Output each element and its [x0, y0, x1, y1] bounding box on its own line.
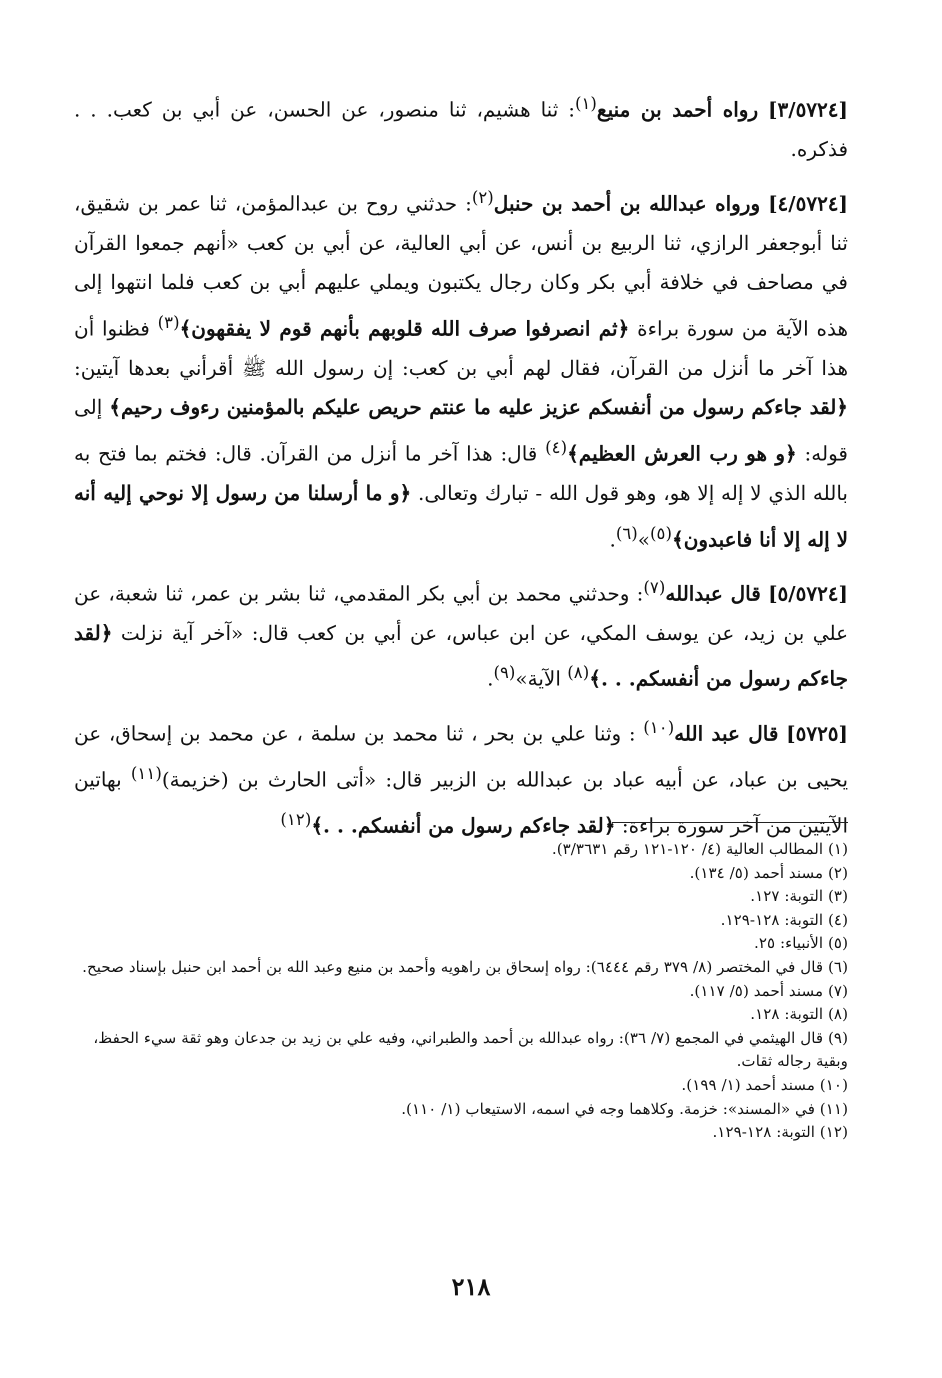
- paragraph-body: : وثنا علي بن بحر ، ثنا محمد بن سلمة ، عن محمد بن إسحاق، عن يحيى بن عباد، عن أبيه عباد بن عبدالله بن الزبير قال: «أتى الحارث بن (خزيمة): [74, 721, 849, 792]
- page-number: ٢١٨: [451, 1272, 491, 1301]
- paragraph-body: .: [487, 667, 494, 692]
- paragraph-body: : حدثني روح بن عبدالمؤمن، ثنا عمر بن شقيق، ثنا أبوجعفر الرازي، ثنا الربيع بن أنس، عن أبي العالية، عن أبي بن كعب «أنهم جمعوا القرآن في مصاحف في خلافة أبي بكر وكان رجال يكتبون ويملي عليهم أبي بن كعب فلما انتهوا إلى هذه الآية من سورة براءة: [74, 191, 848, 341]
- quran-verse: ﴿لقد جاءكم رسول من أنفسكم. . .﴾: [311, 813, 616, 838]
- paragraph-5725: [74, 708, 848, 846]
- hadith-ref: [٣/٥٧٢٤]: [768, 97, 848, 122]
- hadith-ref: [٥٧٢٥]: [786, 721, 849, 746]
- paragraph-5724-3: [74, 84, 848, 170]
- main-text: [74, 84, 848, 854]
- footnote-mark: (١١): [130, 763, 162, 783]
- paragraph-body: قال: هذا آخر ما أنزل من القرآن. قال: فختم بما فتح به بالله الذي لا إله إلا هو، وهو قول الله - تبارك وتعالى.: [74, 441, 848, 506]
- footnote-item: (٧) مسند أحمد (٥/ ١١٧).: [689, 981, 848, 1000]
- footnote-item: (٩) قال الهيثمي في المجمع (٧/ ٣٦): رواه عبدالله بن أحمد والطبراني، وفيه علي بن زيد بن جدعان وهو ثقة سيء الحفظ، وبقية رجاله ثقات.: [93, 1028, 848, 1071]
- paragraph-5724-5: [74, 568, 848, 700]
- quran-verse: ﴿و ما أرسلنا من رسول إلا نوحي إليه أنه لا إله إلا أنا فاعبدون﴾: [74, 481, 848, 552]
- footnote-mark: (٩): [493, 663, 516, 683]
- footnote-mark: (١٢): [280, 809, 312, 829]
- paragraph-body: .: [609, 527, 616, 552]
- footnote-mark: (٢): [471, 187, 494, 207]
- quran-verse: ﴿و هو رب العرش العظيم﴾: [567, 441, 797, 466]
- paragraph-body: : ثنا هشيم، ثنا منصور، عن الحسن، عن أبي بن كعب. . . فذكره.: [74, 97, 848, 162]
- footnote-mark: (٥): [650, 523, 672, 543]
- footnote-item: (٣) التوبة: ١٢٧.: [750, 887, 848, 906]
- footnote-item: (١١) في «المسند»: خزمة. وكلاهما وجه في اسمه، الاستيعاب (١/ ١١٠).: [401, 1099, 848, 1118]
- footnote-mark: (٧): [643, 577, 666, 597]
- footnote-item: (١) المطالب العالية (٤/ ١٢٠-١٢١ رقم ٣/٣٦٣١).: [551, 840, 848, 858]
- footnote-mark: (٨): [567, 663, 590, 683]
- narrator: قال عبد الله: [674, 721, 779, 746]
- narrator: ورواه عبدالله بن أحمد بن حنبل: [493, 191, 761, 216]
- hadith-ref: [٥/٥٧٢٤]: [768, 581, 849, 606]
- footnote-mark: (١): [574, 94, 597, 113]
- footnote-item: (٥) الأنبياء: ٢٥.: [753, 934, 848, 953]
- narrator: قال عبدالله: [665, 581, 761, 606]
- footnote-item: (٢) مسند أحمد (٥/ ١٣٤).: [689, 863, 848, 882]
- footnote-mark: (٣): [157, 312, 180, 332]
- footnote-separator: [612, 822, 848, 823]
- quran-verse: ﴿لقد جاءكم رسول من أنفسكم عزيز عليه ما عنتم حريص عليكم بالمؤمنين رءوف رحيم﴾: [109, 395, 848, 420]
- narrator: رواه أحمد بن منيع: [596, 97, 759, 122]
- footnote-mark: (١٠): [643, 717, 675, 737]
- quran-verse: ﴿ثم انصرفوا صرف الله قلوبهم بأنهم قوم لا يفقهون﴾: [179, 316, 630, 341]
- paragraph-body: بهاتين الآيتين من آخر سورة براءة:: [74, 767, 848, 838]
- footnote-item: (١٠) مسند أحمد (١/ ١٩٩).: [681, 1075, 848, 1094]
- paragraph-body: فظنوا أن هذا آخر ما أنزل من القرآن، فقال لهم أبي بن كعب: إن رسول الله ﷺ أقرأني بعدها آيتين:: [74, 316, 848, 380]
- footnotes-list: [74, 838, 848, 1145]
- footnote-mark: (٤): [545, 437, 568, 457]
- quran-verse: ﴿لقد جاءكم رسول من أنفسكم. . .﴾: [74, 620, 848, 692]
- paragraph-body: إلى قوله:: [74, 395, 848, 466]
- hadith-ref: [٤/٥٧٢٤]: [768, 191, 849, 216]
- paragraph-5724-4: [74, 178, 848, 560]
- footnote-item: (٦) قال في المختصر (٨/ ٣٧٩ رقم ٦٤٤٤): رواه إسحاق بن راهويه وأحمد بن منيع وعبد الله بن أحمد ابن حنبل بإسناد صحيح.: [82, 957, 848, 976]
- footnote-mark: (٦): [615, 523, 638, 543]
- paragraph-body: »: [637, 527, 651, 552]
- paragraph-body: : وحدثني محمد بن أبي بكر المقدمي، ثنا بشر بن عمر، ثنا شعبة، عن علي بن زيد، عن يوسف المكي، عن ابن عباس، عن أبي بن كعب قال: «آخر آية نزلت: [74, 581, 849, 645]
- footnote-item: (١٢) التوبة: ١٢٨-١٢٩.: [712, 1123, 848, 1142]
- footnote-item: (٨) التوبة: ١٢٨.: [750, 1005, 848, 1024]
- paragraph-body: الآية»: [515, 667, 568, 692]
- footnote-item: (٤) التوبة: ١٢٨-١٢٩.: [720, 910, 848, 929]
